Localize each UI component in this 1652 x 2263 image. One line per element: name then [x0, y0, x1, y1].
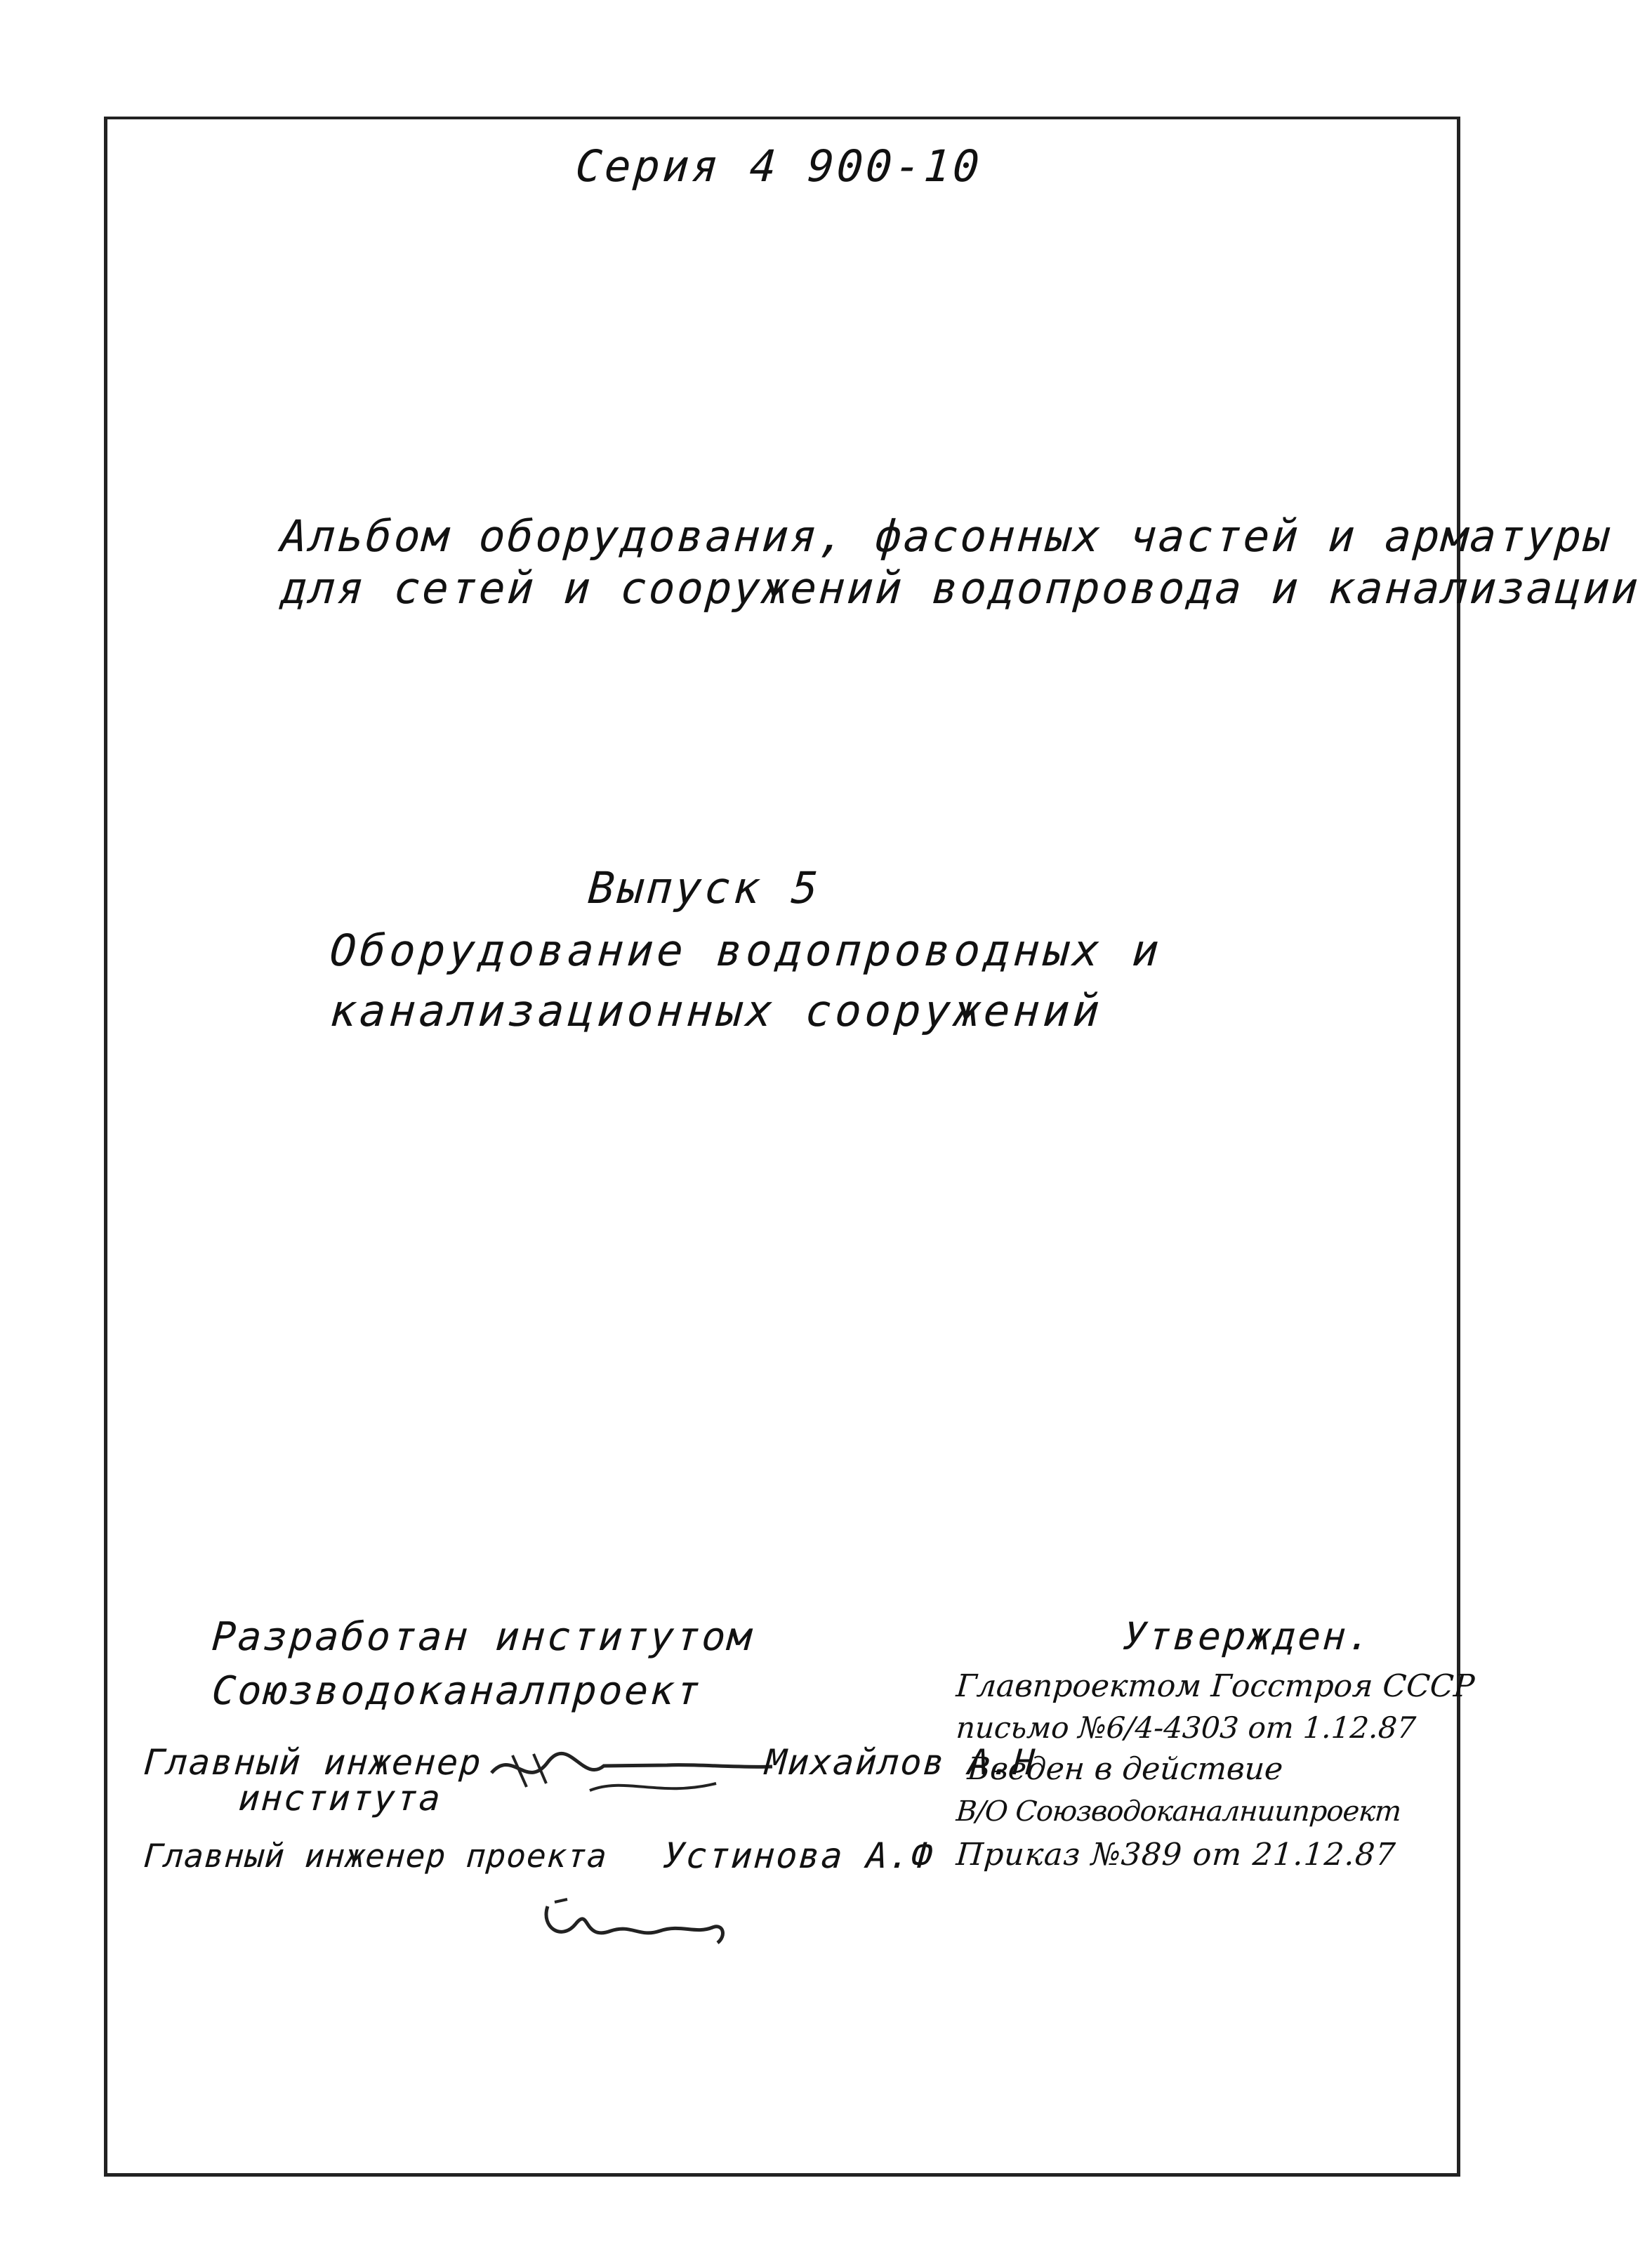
series-number: Серия 4 900-10: [574, 140, 984, 192]
album-title-line-1: Альбом оборудования, фасонных частей и арматуры: [279, 510, 1613, 562]
issue-number: Выпуск 5: [586, 862, 823, 913]
project-engineer-signature: [534, 1892, 737, 1955]
project-engineer-name: Устинова А.Ф: [661, 1835, 936, 1876]
developed-by-label: Разработан институтом: [210, 1614, 755, 1660]
album-title-line-2: для сетей и сооружений водопровода и канализации: [279, 562, 1642, 614]
developer-institute: Союзводоканалпроект: [210, 1668, 703, 1714]
project-engineer-label: Главный инженер проекта: [143, 1837, 609, 1875]
chief-engineer-signature: [484, 1734, 786, 1812]
issue-title-line-1: Оборудование водопроводных и: [328, 925, 1164, 976]
effective-label: Введен в действие: [966, 1751, 1284, 1787]
chief-engineer-label-line-2: института: [237, 1778, 443, 1819]
chief-engineer-name: Михайлов А.Н: [763, 1742, 1038, 1783]
issue-title-line-2: канализационных сооружений: [328, 985, 1105, 1036]
effective-order: Приказ №389 от 21.12.87: [955, 1837, 1397, 1873]
effective-organization: В/О Союзводоканалниипроект: [955, 1795, 1402, 1828]
approval-authority: Главпроектом Госстроя СССР: [955, 1668, 1476, 1704]
approval-heading: Утвержден.: [1121, 1614, 1375, 1658]
approval-letter: письмо №6/4-4303 от 1.12.87: [955, 1710, 1418, 1745]
chief-engineer-label: Главный инженер: [142, 1742, 484, 1783]
